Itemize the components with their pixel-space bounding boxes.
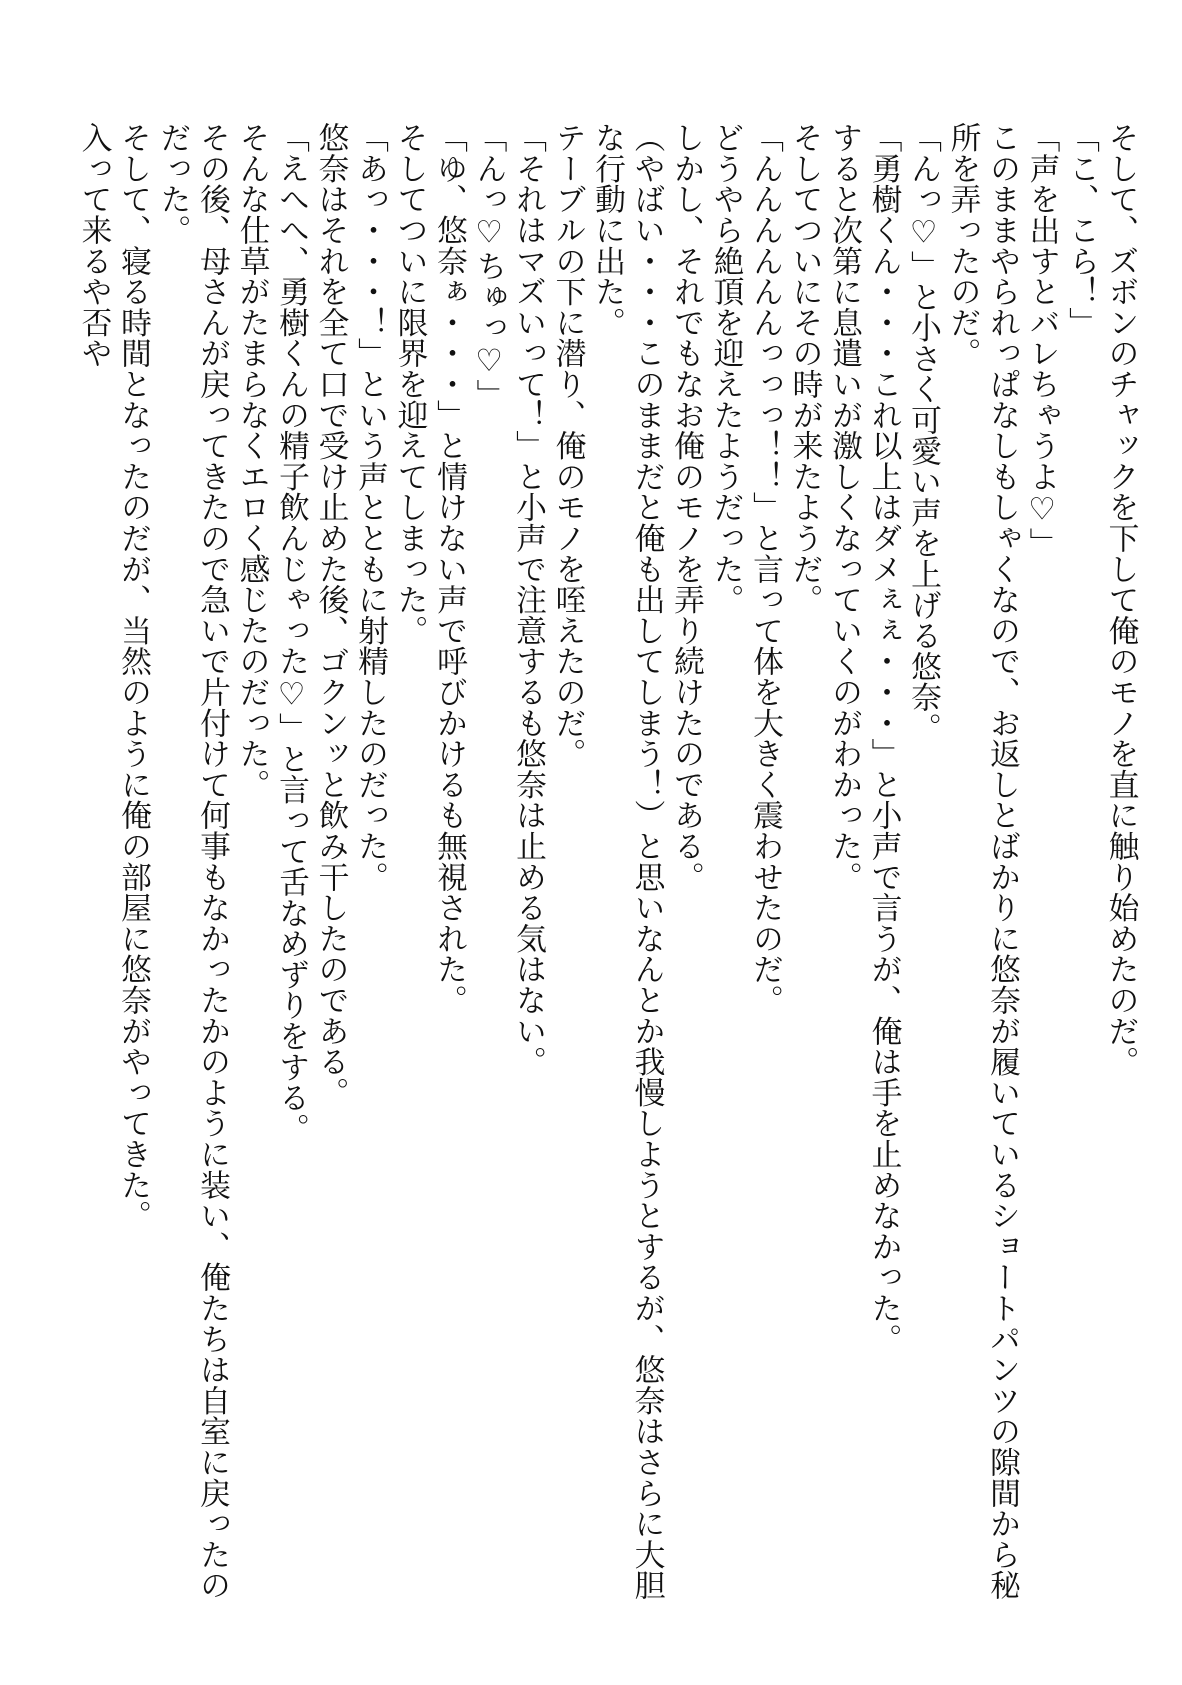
text-line: しかし、それでもなお俺のモノを弄り続けたのである。 — [668, 122, 705, 892]
text-line: 「んっ♡」と小さく可愛い声を上げる悠奈。 — [905, 122, 942, 744]
text-line: テーブルの下に潜り、俺のモノを咥えたのだ。 — [550, 122, 586, 769]
text-line: 「勇樹くん・・・これ以上はダメぇぇ・・・」と小声で言うが、俺は手を止めなかった。 — [866, 122, 902, 1354]
text-line: 悠奈はそれを全て口で受け止めた後、ゴクンッと飲み干したのである。 — [313, 122, 349, 1108]
text-line: どうやら絶頂を迎えたようだった。 — [708, 122, 744, 615]
text-line: そして、寝る時間となったのだが、当然のように俺の部屋に悠奈がやってきた。 — [115, 122, 152, 1231]
text-line: 「声を出すとバレちゃうよ♡」 — [1024, 122, 1060, 559]
text-line: 「こ、こら！」 — [1063, 122, 1100, 338]
text-line: このままやられっぱなしもしゃくなので、お返しとばかりに悠奈が履いているショートパンツの隙間から秘 — [984, 122, 1021, 1601]
text-line: すると次第に息遣いが激しくなっていくのがわかった。 — [826, 122, 863, 892]
text-line: 「んんんんんんっっっ！！」と言って体を大きく震わせたのだ。 — [747, 122, 784, 1016]
text-line: そして、ズボンのチャックを下して俺のモノを直に触り始めたのだ。 — [1103, 122, 1139, 1077]
text-line: その後、母さんが戻ってきたので急いで片付けて何事もなかったかのように装い、俺たちは自室に戻ったの — [194, 122, 231, 1601]
vertical-text-page — [74, 122, 1141, 1612]
text-line: 「あっ・・・！」という声とともに射精したのだった。 — [352, 122, 389, 892]
text-line: 入って来るや否や — [76, 122, 112, 369]
text-line: 「んっ♡ちゅっ♡」 — [471, 122, 507, 410]
text-line: 「えへへ、勇樹くんの精子飲んじゃった♡」と言って舌なめずりをする。 — [273, 122, 310, 1144]
text-line: 所を弄ったのだ。 — [945, 122, 981, 369]
text-line: そんな仕草がたまらなくエロく感じたのだった。 — [234, 122, 270, 800]
text-line: 「それはマズいって！」と小声で注意するも悠奈は止める気はない。 — [510, 122, 547, 1077]
text-line: そしてついに限界を迎えてしまった。 — [392, 122, 428, 646]
text-line: 「ゆ、悠奈ぁ・・・」と情けない声で呼びかけるも無視された。 — [431, 122, 468, 1016]
text-line: （やばい・・・このままだと俺も出してしまう！）と思いなんとか我慢しようとするが、悠奈はさらに大胆 — [629, 122, 665, 1601]
text-line: だった。 — [155, 122, 191, 246]
text-line: な行動に出た。 — [589, 122, 626, 338]
text-line: そしてついにその時が来たようだ。 — [787, 122, 823, 615]
